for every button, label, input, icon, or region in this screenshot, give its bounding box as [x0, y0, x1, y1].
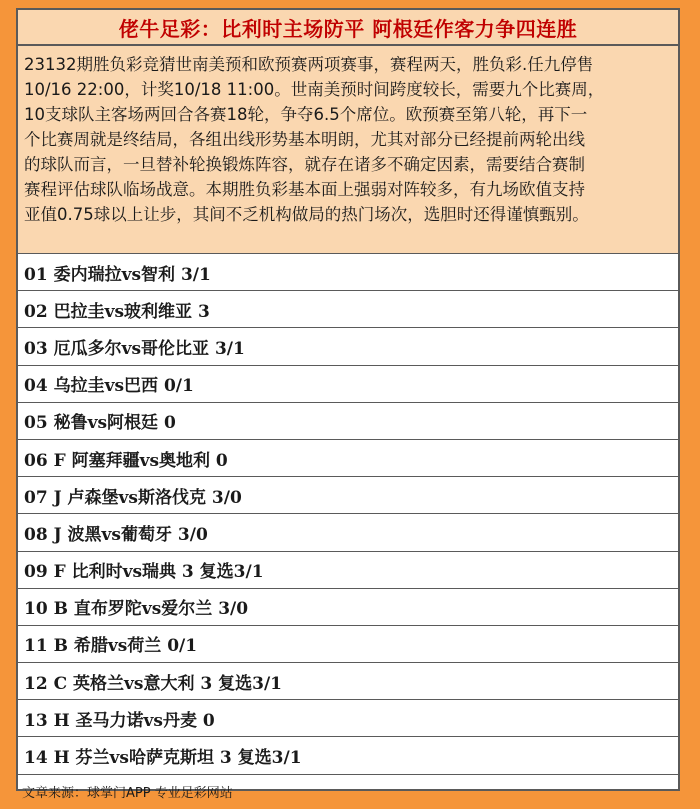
match-row-09: 09 F 比利时vs瑞典 3 复选3/1 [18, 552, 678, 589]
article-card [16, 8, 680, 802]
match-row-13: 13 H 圣马力诺vs丹麦 0 [18, 700, 678, 737]
intro-section [18, 46, 678, 254]
title-bar [18, 10, 678, 46]
match-row-05: 05 秘鲁vs阿根廷 0 [18, 403, 678, 440]
intro-paragraph: 23132期胜负彩竞猜世南美预和欧预赛两项赛事，赛程两天，胜负彩.任九停售 10/16 22:00，计奖10/18 11:00。世南美预时间跨度较长，需要九个比赛周， 10支球队主客场两回合各赛18轮，争夺6.5个席位。欧预赛至第八轮，再下一 个比赛周就是终结局，各组出线形势基本明朗，尤其对部分已经提前两轮出线 的球队而言，一旦替补轮换锻炼阵容，就存在诸多不确定因素，需要结合赛制 赛程评估球队临场战意。本期胜负彩基本面上强弱对阵较多，有九场欧值支持 亚值0.75球以上让步，其间不乏机构做局的热门场次，选胆时还得谨慎甄别。 [24, 55, 605, 224]
match-row-02: 02 巴拉圭vs玻利维亚 3 [18, 291, 678, 328]
match-row-08: 08 J 波黑vs葡萄牙 3/0 [18, 514, 678, 551]
match-row-01: 01 委内瑞拉vs智利 3/1 [18, 254, 678, 291]
match-row-06: 06 F 阿塞拜疆vs奥地利 0 [18, 440, 678, 477]
match-row-11: 11 B 希腊vs荷兰 0/1 [18, 626, 678, 663]
match-row-12: 12 C 英格兰vs意大利 3 复选3/1 [18, 663, 678, 700]
article-title: 佬牛足彩：比利时主场防平 阿根廷作客力争四连胜 [118, 16, 578, 41]
match-row-03: 03 厄瓜多尔vs哥伦比亚 3/1 [18, 328, 678, 365]
match-row-10: 10 B 直布罗陀vs爱尔兰 3/0 [18, 589, 678, 626]
match-row-07: 07 J 卢森堡vs斯洛伐克 3/0 [18, 477, 678, 514]
match-list [18, 254, 678, 775]
match-row-14: 14 H 芬兰vs哈萨克斯坦 3 复选3/1 [18, 737, 678, 774]
source-footer: 文章来源：球掌门APP 专业足彩网站 [22, 786, 233, 802]
match-row-04: 04 乌拉圭vs巴西 0/1 [18, 366, 678, 403]
